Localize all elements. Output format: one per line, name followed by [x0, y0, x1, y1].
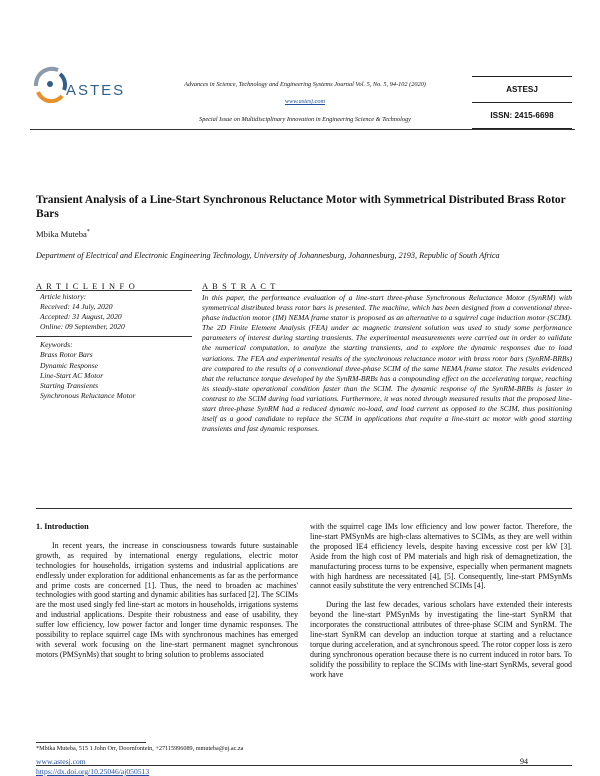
- page-number: 94: [520, 757, 528, 766]
- journal-url-link[interactable]: www.astesj.com: [284, 98, 326, 105]
- body-left-column: [36, 522, 298, 660]
- keyword-item: Starting Transients: [40, 380, 99, 390]
- keywords-block: [40, 340, 192, 401]
- journal-id-box: [472, 76, 572, 129]
- astes-logo-icon: [30, 62, 70, 108]
- article-history: [40, 292, 192, 332]
- received-date: Received: 14 July, 2020: [40, 302, 113, 312]
- journal-line: Advances in Science, Technology and Engineering Systems Journal Vol. 5, No. 5, 94-102 (2020): [184, 81, 426, 88]
- body-paragraph: with the squirrel cage IMs low efficiency and low power factor. Therefore, the line-start PMSynMs are high-class alternatives to SCIMs, as they are well within the proposed IE4 efficiency levels, despite having excessive cost per kW [3]. Aside from the high cost of PM materials and high risk of demagnetization, the manufacturing process turns to be expensive, especially when permanent magnets with high hardness are necessitated [4], [5]. Consequently, line-start PMSynMs cannot easily substitute the very entrenched SCIMs [4].: [310, 522, 572, 591]
- keyword-item: Synchronous Reluctance Motor: [40, 390, 136, 400]
- keyword-item: Brass Rotor Bars: [40, 350, 93, 360]
- body-paragraph: In recent years, the increase in consciousness towards future sustainable growth, as required by international energy regulations, electric motor technologies for households, irrigation systems and industrial applications are endlessly under exploration for additional enhancements as far as the performance and prime costs are concerned [1]. Thus, the need to broaden ac machines' technologies with good starting and dynamic abilities has surfaced [2]. The SCIMs are the most used singly fed line-start ac motors in households, irrigations systems and industrial applications. Despite their robustness and ease of usability, they suffer low efficiency, low power factor and longer time dynamic responses. The possibility to replace squirrel cage IMs with synchronous machines has emerged with several work focusing on the line-start permanent magnet synchronous motors (PMSynMs) that sought to bring solution to problems associated: [36, 540, 298, 659]
- info-separator: [36, 336, 192, 337]
- paper-title: Transient Analysis of a Line-Start Synchronous Reluctance Motor with Symmetrical Distributed Brass Rotor Bars: [36, 194, 566, 220]
- keyword-item: Line-Start AC Motor: [40, 370, 104, 380]
- abstract-heading: A B S T R A C T: [202, 282, 277, 291]
- accepted-date: Accepted: 31 August, 2020: [40, 312, 122, 322]
- doi-link[interactable]: https://dx.doi.org/10.25046/aj050513: [36, 767, 150, 776]
- footer-rule: [36, 765, 572, 766]
- astes-logo: [30, 62, 140, 116]
- logo-text: ASTES: [66, 82, 126, 99]
- abstract-bottom-rule: [36, 508, 572, 509]
- article-info-heading: A R T I C L E I N F O: [36, 282, 136, 291]
- section-title: 1. Introduction: [36, 522, 89, 531]
- journal-header: [145, 80, 465, 124]
- author-line: [36, 229, 90, 239]
- online-date: Online: 09 September, 2020: [40, 322, 125, 332]
- abstract-rule: [202, 290, 572, 291]
- affiliation: Department of Electrical and Electronic Engineering Technology, University of Johannesburg, Johannesburg, 2193, Republic of South Africa: [36, 251, 500, 260]
- body-right-column: [310, 522, 572, 680]
- author-mark: *: [86, 229, 90, 236]
- author-footnote: *Mbika Muteba, 515 1 John Orr, Doornfontein, +27115996089, mmuteba@uj.ac.za: [36, 745, 244, 752]
- keyword-item: Dynamic Response: [40, 360, 98, 370]
- history-label: Article history:: [40, 292, 87, 301]
- article-info-rule: [36, 290, 192, 291]
- author-name: Mbika Muteba: [36, 229, 87, 239]
- special-issue-line: Special Issue on Multidisciplinary Innovation in Engineering Science & Technology: [199, 116, 411, 123]
- journal-abbrev: ASTESJ: [506, 85, 538, 94]
- footer-journal-link[interactable]: www.astesj.com: [36, 757, 86, 766]
- footnote-rule: [36, 742, 146, 743]
- body-paragraph: During the last few decades, various scholars have extended their interests beyond the line-start PMSynMs by investigating the line-start SynRM that incorporates the constructional attributes of three-phase SCIM and SynRM. The line-start SynRM can develop an induction torque at starting and a reluctance torque during acceleration, and at synchronous speed. The rotor copper loss is zero during synchronous operation because there is no current induced in rotor bars. To solidify the possibility to replace the SCIMs with line-start SynRMs, several good work have: [310, 600, 572, 679]
- article-info-box: [36, 292, 192, 401]
- keywords-label: Keywords:: [40, 340, 73, 350]
- issn: ISSN: 2415-6698: [490, 111, 554, 120]
- paragraph-gap: [310, 591, 572, 600]
- header-rule: [30, 129, 575, 130]
- abstract-text: In this paper, the performance evaluation of a line-start three-phase Synchronous Reluctance Motor (SynRM) with symmetrical distributed brass rotor bars is presented. The machine, which has been designed from a conventional three-phase induction motor (IM) NEMA frame stator is proposed as an alternative to a squirrel cage induction motor (SCIM). The 2D Finite Element Analysis (FEA) under ac magnetic transient solution was used to study some performance parameters of interest during starting transients. The experimental measurements were carried out in order to validate the numerical computation, to analyze the starting transients, and to explore the dynamic responses due to load variations. The FEA and experimental results of the synchronous reluctance motor with brass rotor bars (SynRM-BRBs) are compared to the results of a conventional three-phase SCIM of the same NEMA frame stator. The results evidenced that the reluctance torque developed by the SynRM-BRBs has a compounding effect on the accelerating torque, reaching its steady-state operational condition faster than the SCIM. The dynamic response of the SynRM-BRBs is faster in contrast to the SCIM during load variations. Furthermore, it was noted through measured results that the proposed line-start three-phase SynRM had a reduced dynamic no-load, and load current as opposed to the SCIM, thus positioning itself as a good candidate to replace the SCIM in applications that require a line-start ac motor with good starting transients and fast dynamic responses.: [202, 293, 572, 434]
